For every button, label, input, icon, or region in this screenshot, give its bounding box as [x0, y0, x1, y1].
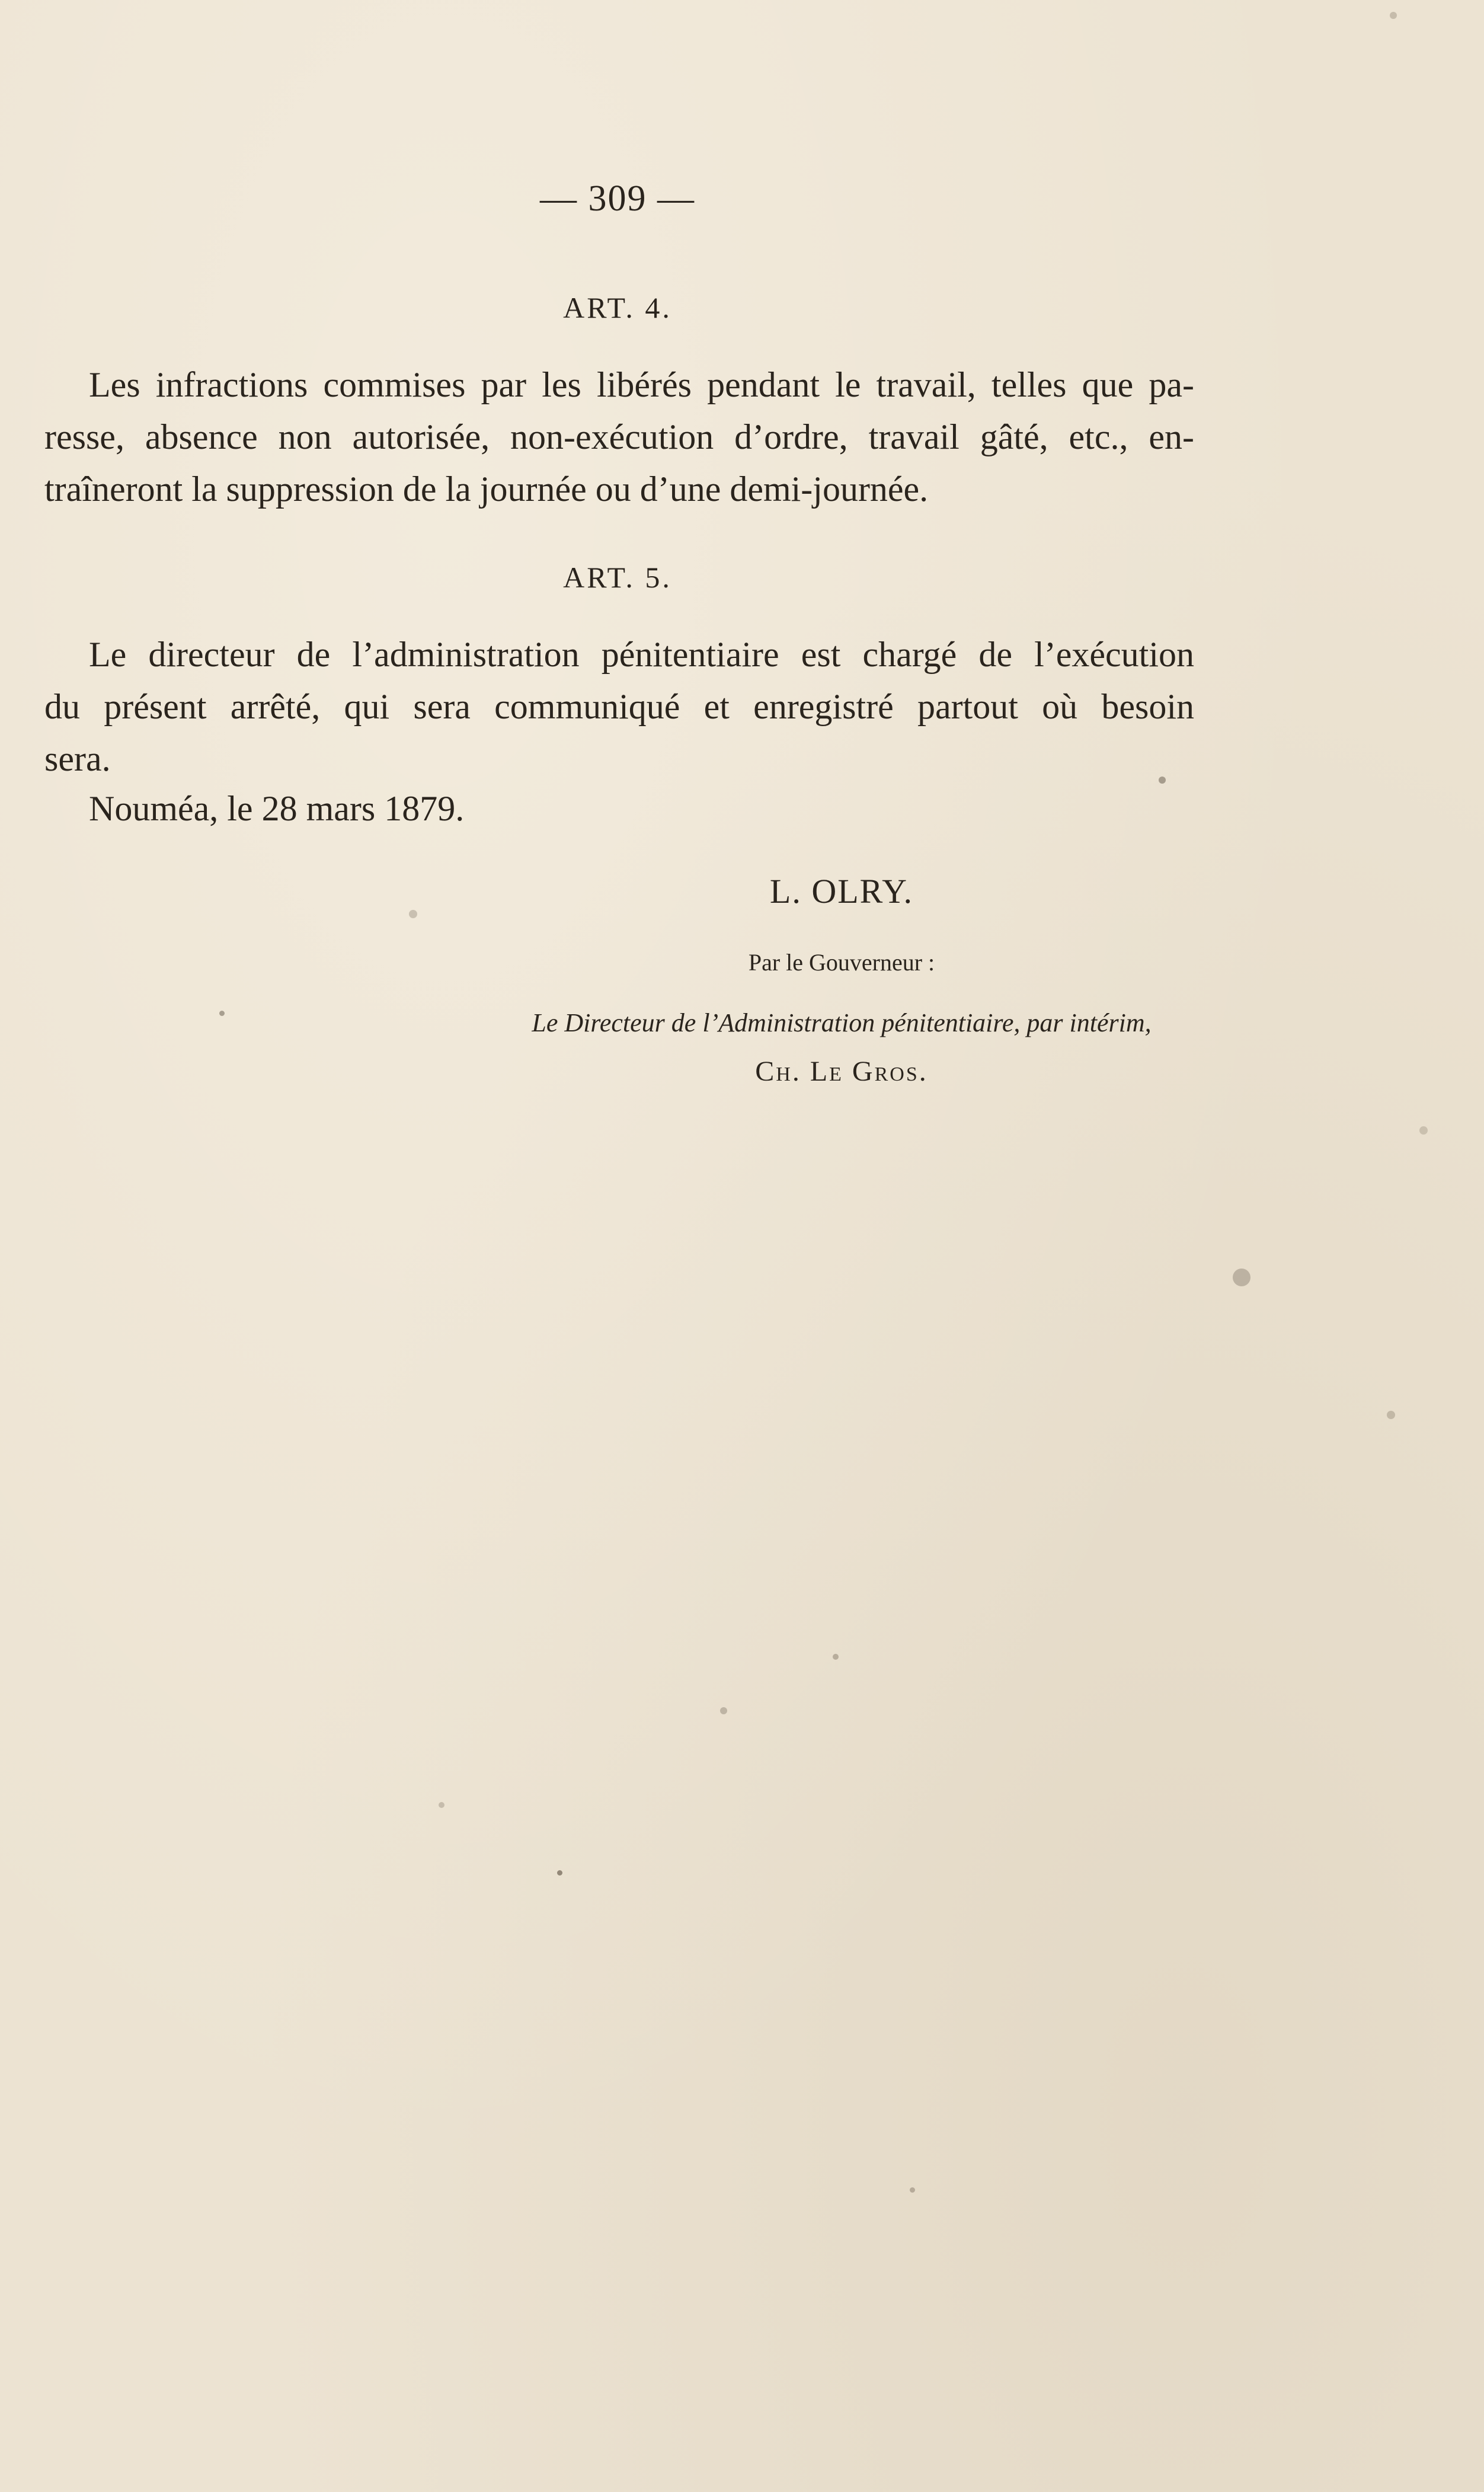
cosigner-name: Ch. Le Gros.	[755, 1056, 928, 1087]
paragraph-line: sera.	[44, 739, 111, 778]
article-4-paragraph	[44, 359, 1194, 515]
paper-speck	[1390, 12, 1397, 19]
paper-speck	[409, 910, 417, 918]
article-5-paragraph	[44, 628, 1194, 785]
signature-authority: Par le Gouverneur :	[748, 949, 935, 976]
page-number: — 309 —	[540, 178, 695, 219]
paper-speck	[557, 1870, 562, 1876]
paper-speck	[1419, 1126, 1428, 1135]
paper-speck	[910, 2187, 915, 2193]
paper-speck	[1159, 777, 1166, 784]
article-5-heading: ART. 5.	[563, 561, 672, 594]
signatory-title: Le Directeur de l’Administration pénitentiaire, par intérim,	[532, 1008, 1152, 1037]
paragraph-line: Les infractions commises par les libérés pendant le travail, telles que pa-	[89, 365, 1194, 404]
article-4-heading: ART. 4.	[563, 291, 672, 324]
paper-speck	[1387, 1411, 1395, 1419]
paper-speck	[219, 1011, 225, 1016]
paper-speck	[833, 1654, 839, 1660]
paragraph-line: traîneront la suppression de la journée ou d’une demi-journée.	[44, 469, 929, 509]
paper-speck	[720, 1707, 727, 1714]
signatory-name: L. OLRY.	[769, 872, 914, 910]
dateline: Nouméa, le 28 mars 1879.	[89, 789, 465, 828]
paragraph-line: resse, absence non autorisée, non-exécution d’ordre, travail gâté, etc., en-	[44, 417, 1194, 456]
paper-speck	[1233, 1269, 1250, 1286]
paragraph-line: Le directeur de l’administration pénitentiaire est chargé de l’exécution	[89, 635, 1194, 674]
paragraph-line: du présent arrêté, qui sera communiqué et enregistré partout où besoin	[44, 687, 1194, 726]
paper-speck	[439, 1802, 444, 1808]
